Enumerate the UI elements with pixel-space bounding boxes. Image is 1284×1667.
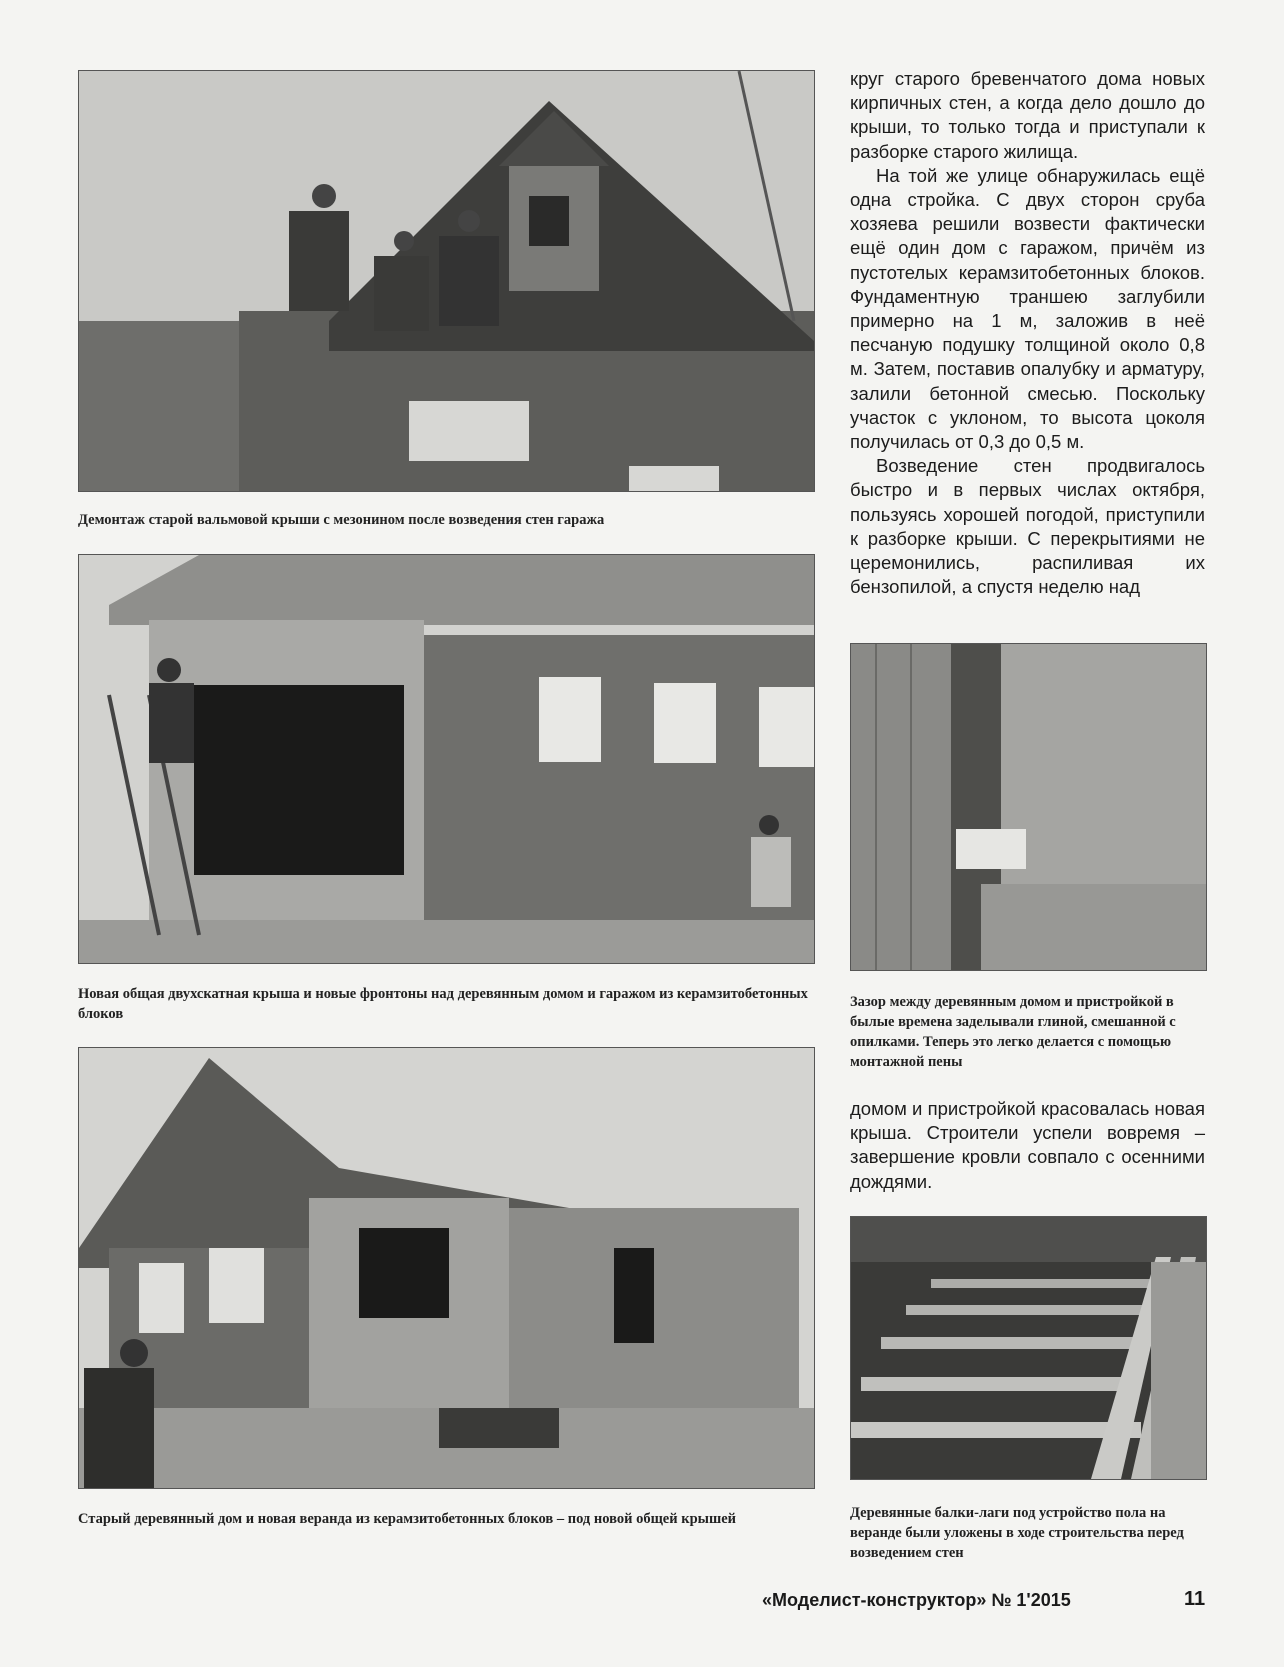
- photo-roof-demolition: [78, 70, 815, 492]
- photo-caption: Новая общая двухскатная крыша и новые фронтоны над деревянным домом и гаражом из керамзитобетонных блоков: [78, 986, 808, 1022]
- article-column-mid: [850, 1097, 1205, 1194]
- article-paragraph: На той же улице обнаружилась ещё одна стройка. С двух сторон сруба хозяева решили возвести фактически ещё один дом с гаражом, причём из пустотелых керамзитобетонных блоков. Фундаментную траншею заглубили примерно на 1 м, заложив в неё песчаную подушку толщиной около 0,8 м. Затем, поставив опалубку и арматуру, залили бетонной смесью. Поскольку участок с уклоном, то высота цоколя получилась от 0,3 до 0,5 м.: [850, 164, 1205, 453]
- magazine-title: «Моделист-конструктор» № 1'2015: [762, 1590, 1071, 1610]
- photo-caption: Демонтаж старой вальмовой крыши с мезонином после возведения стен гаража: [78, 512, 605, 528]
- article-paragraph: домом и пристройкой красовалась новая крыша. Строители успели вовремя – завершение кровли совпало с осенними дождями.: [850, 1098, 1205, 1192]
- page-number: 11: [1184, 1588, 1206, 1610]
- photo-gap-detail: [850, 643, 1207, 971]
- photo-new-roof: [78, 554, 815, 964]
- article-paragraph: круг старого бревенчатого дома новых кирпичных стен, а когда дело дошло до крыши, то только тогда и приступали к разборке старого жилища.: [850, 68, 1205, 162]
- photo-floor-joists: [850, 1216, 1207, 1480]
- photo-caption: Деревянные балки-лаги под устройство пола на веранде были уложены в ходе строительства перед возведением стен: [850, 1505, 1184, 1561]
- article-paragraph: Возведение стен продвигалось быстро и в первых числах октября, пользуясь хорошей погодой, приступили к разборке крыши. С перекрытиями не церемонились, распиливая их бензопилой, а спустя неделю над: [850, 455, 1205, 598]
- photo-caption: Старый деревянный дом и новая веранда из керамзитобетонных блоков – под новой общей крышей: [78, 1511, 736, 1527]
- photo-veranda: [78, 1047, 815, 1489]
- article-column-top: [850, 67, 1205, 599]
- photo-caption: Зазор между деревянным домом и пристройкой в былые времена заделывали глиной, смешанной с опилками. Теперь это легко делается с помощью монтажной пены: [850, 994, 1176, 1070]
